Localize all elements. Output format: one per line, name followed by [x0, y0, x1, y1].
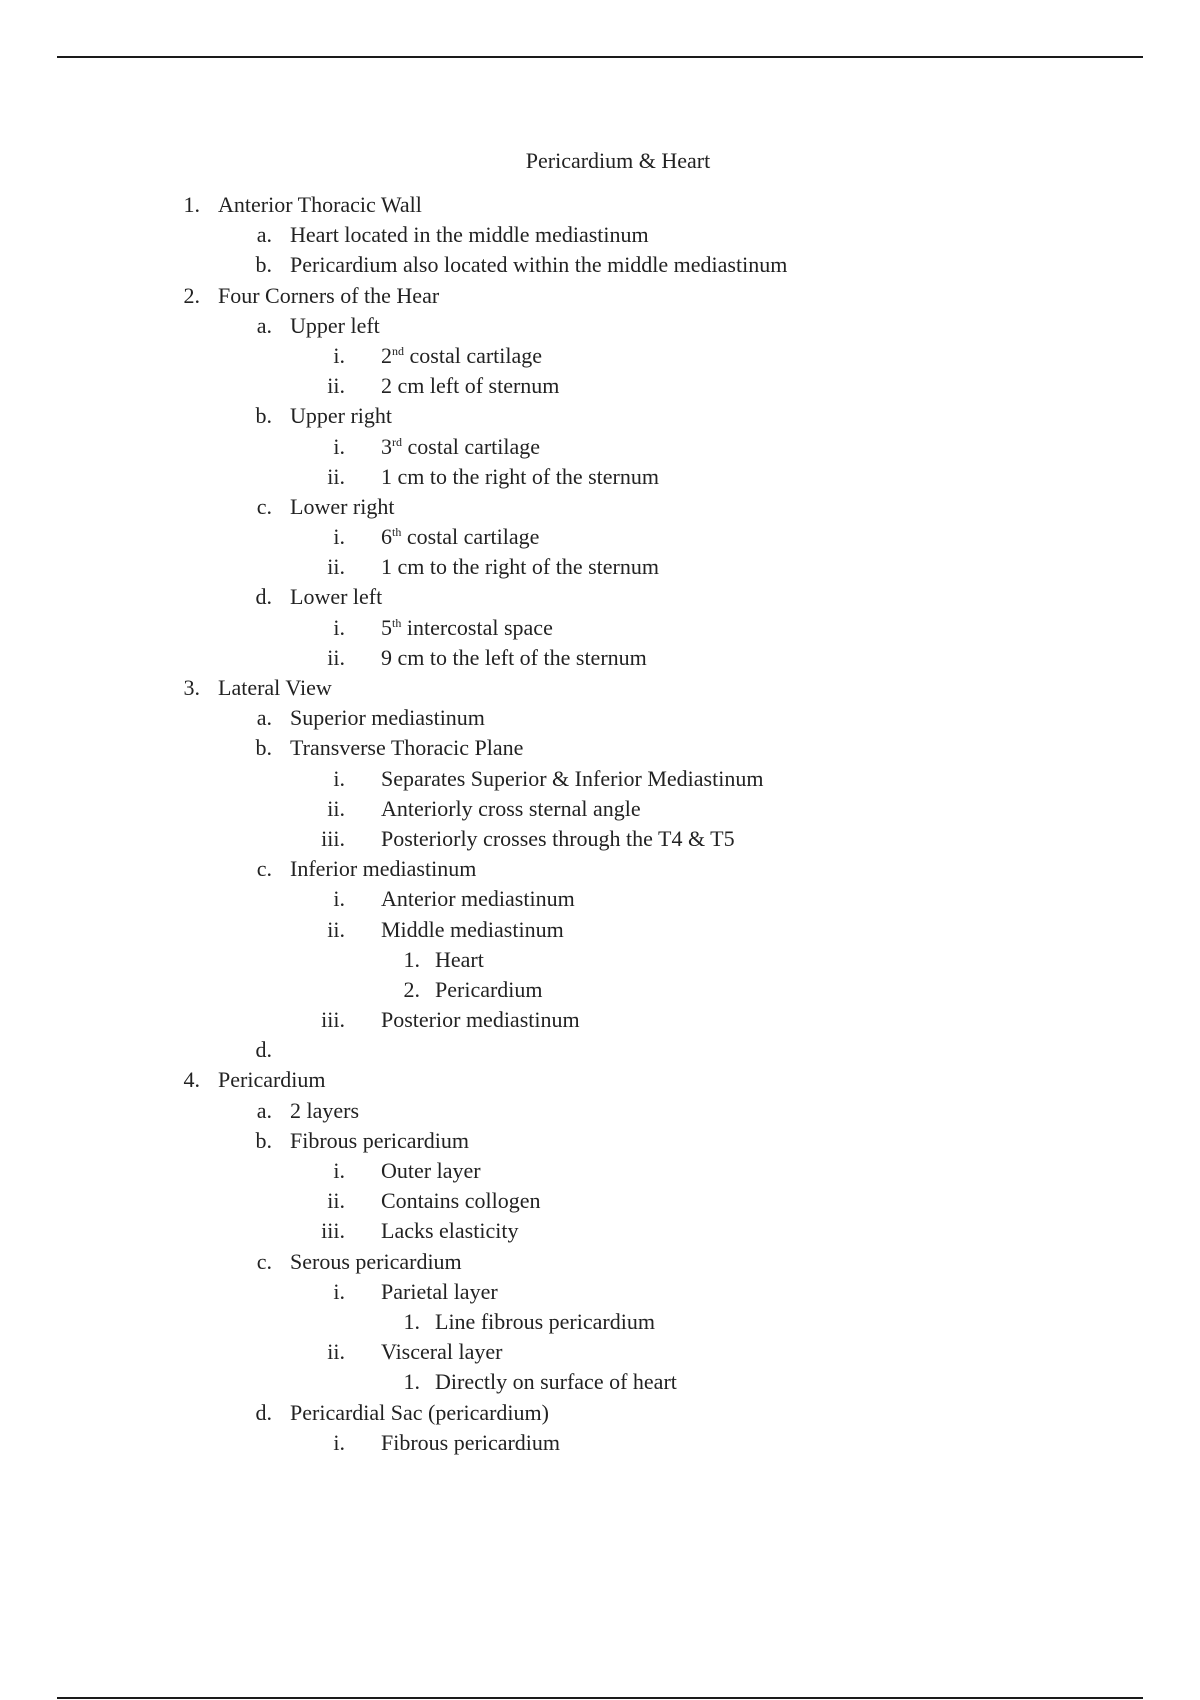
outline-item — [0, 1035, 1200, 1065]
outline-text: Lower right — [290, 493, 395, 519]
ordinal-suffix: th — [392, 615, 402, 630]
outline-marker: ii. — [327, 644, 345, 670]
outline-text: Line fibrous pericardium — [435, 1308, 655, 1334]
outline-marker: i. — [333, 1278, 345, 1304]
ordinal-number: 2 — [381, 342, 392, 368]
outline-text: Superior mediastinum — [290, 705, 485, 731]
outline-item — [0, 673, 1200, 703]
outline-marker: a. — [256, 312, 272, 338]
outline-text: Fibrous pericardium — [381, 1429, 561, 1455]
outline-item — [0, 250, 1200, 280]
outline-text: 2 layers — [290, 1097, 360, 1123]
outline-marker: i. — [333, 765, 345, 791]
outline-item — [0, 854, 1200, 884]
outline-item — [0, 794, 1200, 824]
outline-marker: a. — [256, 222, 272, 248]
outline-marker: ii. — [327, 795, 345, 821]
outline-text: Four Corners of the Hear — [218, 282, 440, 308]
outline-text: Lacks elasticity — [381, 1218, 519, 1244]
outline-item — [0, 1065, 1200, 1095]
outline-marker: iii. — [321, 1007, 345, 1033]
outline-text: Separates Superior & Inferior Mediastinum — [381, 765, 764, 791]
outline-marker: ii. — [327, 463, 345, 489]
outline-text: Directly on surface of heart — [435, 1369, 677, 1395]
outline-marker: b. — [255, 735, 272, 761]
outline-item — [0, 764, 1200, 794]
outline-item — [0, 613, 1200, 643]
outline-marker: i. — [333, 524, 345, 550]
outline-text: Middle mediastinum — [381, 916, 564, 942]
outline-item — [0, 824, 1200, 854]
outline-marker: iii. — [321, 825, 345, 851]
outline-marker: 2. — [403, 976, 420, 1002]
outline-item — [0, 492, 1200, 522]
outline-text — [381, 432, 540, 462]
outline-marker: 1. — [183, 192, 200, 217]
outline-marker: i. — [333, 1158, 345, 1183]
outline-text: Pericardial Sac (pericardium) — [290, 1399, 549, 1425]
outline-text — [381, 613, 553, 643]
top-rule — [57, 56, 1143, 58]
bottom-rule — [57, 1697, 1143, 1699]
outline-marker: ii. — [327, 373, 345, 399]
outline-marker: d. — [255, 1037, 272, 1063]
outline-marker: 2. — [183, 282, 200, 308]
outline-text: 2 cm left of sternum — [381, 373, 560, 399]
outline-marker: i. — [333, 886, 345, 912]
outline-item — [0, 1247, 1200, 1277]
outline-item — [0, 1367, 1200, 1397]
outline-item — [0, 311, 1200, 341]
document-title: Pericardium & Heart — [525, 148, 711, 173]
outline-text: Contains collogen — [381, 1188, 541, 1214]
outline-marker: ii. — [327, 1188, 345, 1214]
outline-item — [0, 462, 1200, 492]
outline-item — [0, 1186, 1200, 1216]
outline-item — [0, 975, 1200, 1005]
outline-text: Anterior Thoracic Wall — [218, 192, 422, 217]
outline-item — [0, 703, 1200, 733]
outline-item — [0, 432, 1200, 462]
outline-marker: i. — [333, 614, 345, 640]
outline-text: Lower left — [290, 584, 383, 610]
outline-text: 1 cm to the right of the sternum — [381, 554, 659, 580]
outline-marker: a. — [256, 1097, 272, 1123]
outline-marker: 1. — [403, 946, 420, 972]
outline-text-rest: costal cartilage — [404, 342, 543, 368]
outline-marker: a. — [256, 705, 272, 731]
outline-marker: i. — [333, 1429, 345, 1455]
outline-text: Upper left — [290, 312, 380, 338]
outline-item — [0, 1005, 1200, 1035]
outline-text — [381, 341, 542, 371]
outline-item — [0, 1307, 1200, 1337]
outline-item — [0, 884, 1200, 914]
outline-text-rest: costal cartilage — [402, 433, 541, 459]
outline-item — [0, 582, 1200, 612]
outline-item — [0, 341, 1200, 371]
outline-item — [0, 552, 1200, 582]
outline-item — [0, 371, 1200, 401]
outline-item — [0, 643, 1200, 673]
outline-text: Anteriorly cross sternal angle — [381, 795, 641, 821]
outline-marker: ii. — [327, 554, 345, 580]
ordinal-suffix: rd — [392, 434, 402, 449]
outline-text-rest: intercostal space — [401, 614, 553, 640]
outline-text: Lateral View — [218, 675, 332, 700]
outline-item — [0, 1277, 1200, 1307]
outline-marker: ii. — [327, 1339, 345, 1365]
outline-item — [0, 220, 1200, 250]
outline-marker: d. — [255, 1399, 272, 1425]
outline-marker: 1. — [403, 1308, 420, 1334]
outline-marker: b. — [255, 1127, 272, 1153]
outline-text: Parietal layer — [381, 1278, 498, 1304]
outline-item — [0, 1398, 1200, 1428]
ordinal-number: 5 — [381, 614, 392, 640]
outline-list — [0, 190, 1200, 1458]
ordinal-number: 6 — [381, 524, 392, 550]
outline-text: 1 cm to the right of the sternum — [381, 463, 659, 489]
outline-marker: c. — [256, 493, 272, 519]
outline-marker: ii. — [327, 916, 345, 942]
outline-marker: d. — [255, 584, 272, 610]
ordinal-suffix: th — [392, 525, 402, 540]
outline-item — [0, 1126, 1200, 1156]
outline-text: Fibrous pericardium — [290, 1127, 470, 1153]
outline-text: Pericardium also located within the middle mediastinum — [290, 252, 788, 278]
outline-item — [0, 915, 1200, 945]
outline-text: Heart located in the middle mediastinum — [290, 222, 649, 248]
outline-marker: 4. — [183, 1067, 200, 1093]
outline-text: Posterior mediastinum — [381, 1007, 580, 1033]
outline-marker: b. — [255, 403, 272, 429]
outline-item — [0, 401, 1200, 431]
outline-marker: c. — [256, 1248, 272, 1274]
ordinal-suffix: nd — [392, 343, 404, 358]
outline-text-rest: costal cartilage — [401, 524, 540, 550]
outline-item — [0, 733, 1200, 763]
outline-text: Pericardium — [435, 976, 543, 1002]
outline-text: Transverse Thoracic Plane — [290, 735, 524, 761]
outline-item — [0, 1096, 1200, 1126]
outline-item — [0, 281, 1200, 311]
outline-text: Pericardium — [218, 1067, 326, 1093]
outline-item — [0, 1156, 1200, 1186]
outline-marker: c. — [256, 856, 272, 882]
outline-text: 9 cm to the left of the sternum — [381, 644, 647, 670]
outline-marker: 1. — [403, 1369, 420, 1395]
outline-item — [0, 1216, 1200, 1246]
outline-item — [0, 522, 1200, 552]
outline-text: Inferior mediastinum — [290, 856, 477, 882]
outline-text: Anterior mediastinum — [381, 886, 575, 912]
outline-item — [0, 190, 1200, 220]
outline-text: Outer layer — [381, 1158, 481, 1183]
outline-text — [381, 522, 539, 552]
outline-marker: 3. — [183, 675, 200, 700]
ordinal-number: 3 — [381, 433, 392, 459]
outline-text: Heart — [435, 946, 484, 972]
outline-text: Posteriorly crosses through the T4 & T5 — [381, 825, 735, 851]
outline-item — [0, 1428, 1200, 1458]
outline-item — [0, 1337, 1200, 1367]
outline-text: Upper right — [290, 403, 393, 429]
outline-marker: iii. — [321, 1218, 345, 1244]
outline-item — [0, 945, 1200, 975]
outline-marker: i. — [333, 433, 345, 459]
outline-marker: i. — [333, 342, 345, 368]
outline-text: Serous pericardium — [290, 1248, 462, 1274]
outline-marker: b. — [255, 252, 272, 278]
outline-text: Visceral layer — [381, 1339, 503, 1365]
